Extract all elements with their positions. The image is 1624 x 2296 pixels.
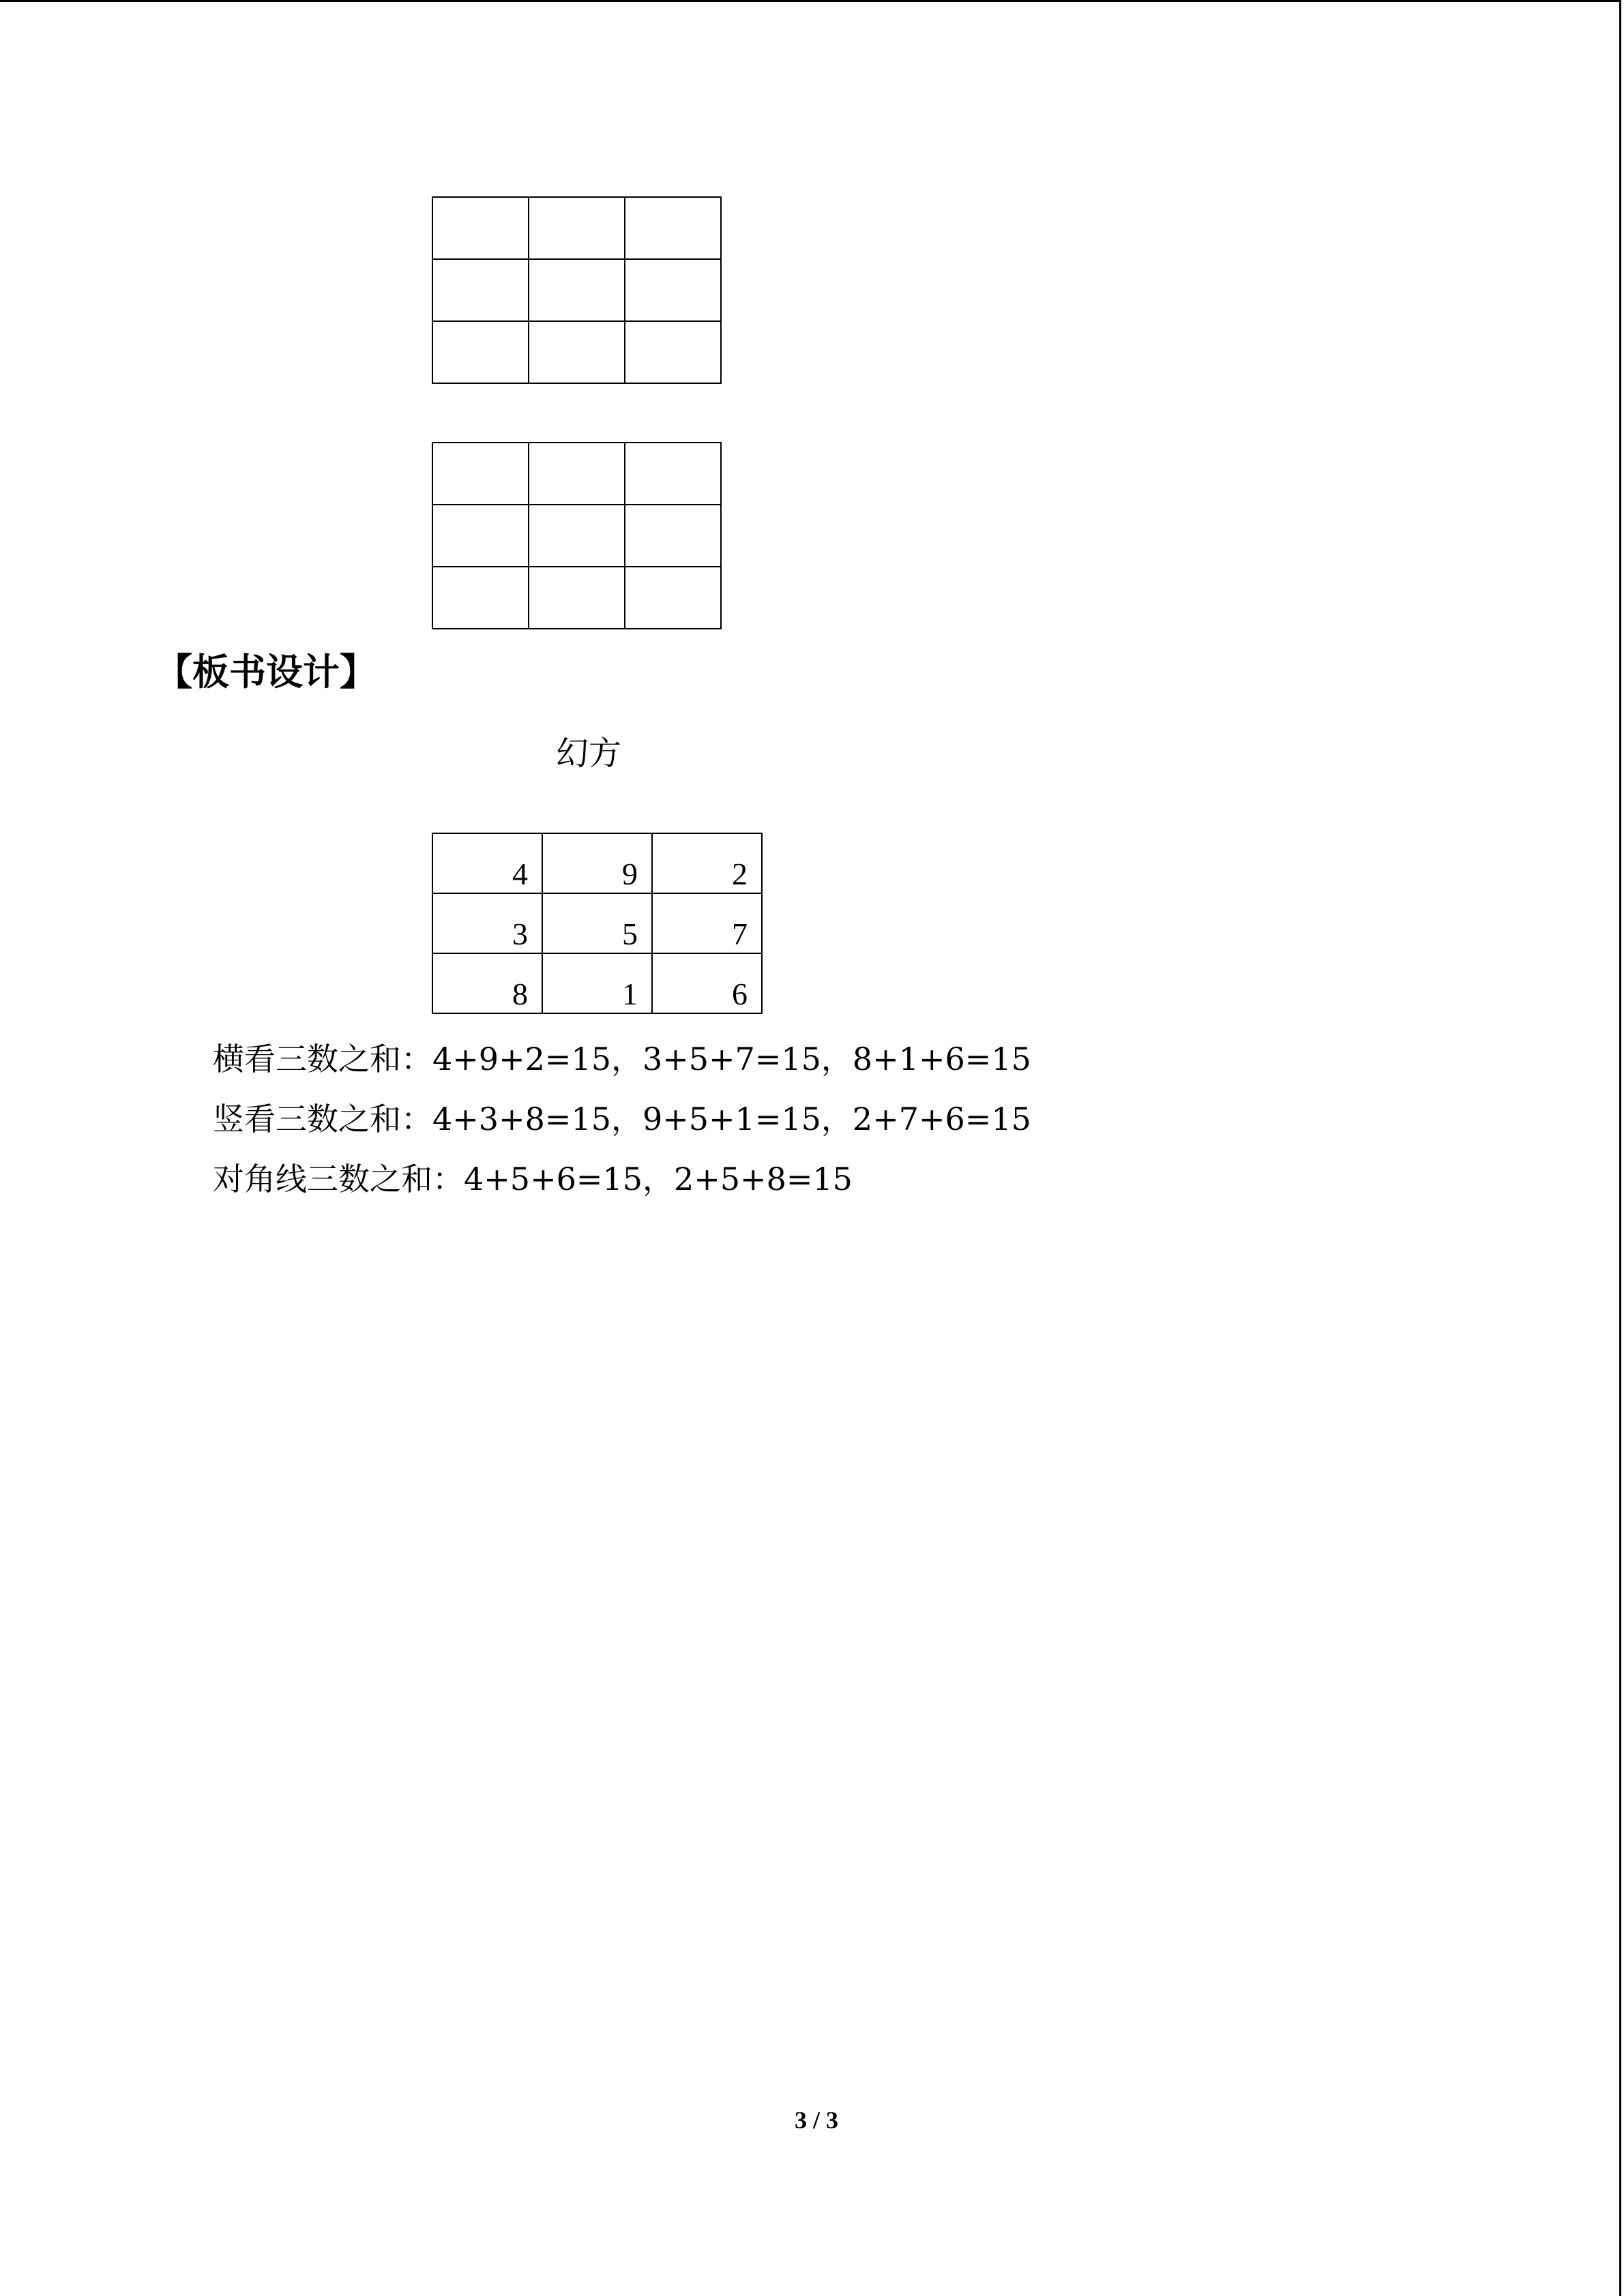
grid-cell (529, 197, 625, 259)
grid-cell (625, 197, 721, 259)
grid-cell (432, 443, 529, 505)
table-row (432, 443, 721, 505)
magic-square-cell: 8 (432, 953, 542, 1013)
board-title: 幻方 (556, 734, 622, 773)
grid-cell (529, 259, 625, 321)
magic-square-cell: 3 (432, 893, 542, 953)
grid-cell (529, 505, 625, 567)
magic-square-cell: 2 (652, 833, 762, 893)
magic-square-cell: 6 (652, 953, 762, 1013)
grid-cell (625, 505, 721, 567)
magic-square-cell: 4 (432, 833, 542, 893)
section-heading: 【板书设计】 (156, 651, 377, 694)
table-row (432, 321, 721, 383)
table-row (432, 197, 721, 259)
table-row (432, 567, 721, 629)
grid-cell (432, 567, 529, 629)
table-row (432, 259, 721, 321)
table-row (432, 893, 762, 953)
grid-cell (625, 443, 721, 505)
grid-cell (432, 197, 529, 259)
grid-cell (529, 567, 625, 629)
grid-cell (625, 259, 721, 321)
blank-grid-bottom (432, 442, 722, 629)
grid-cell (529, 321, 625, 383)
page-number: 3 / 3 (795, 2106, 839, 2134)
grid-cell (529, 443, 625, 505)
magic-square-cell: 7 (652, 893, 762, 953)
table-row (432, 833, 762, 893)
grid-cell (432, 259, 529, 321)
row-sums-text: 横看三数之和：4+9+2=15，3+5+7=15，8+1+6=15 (213, 1041, 1031, 1077)
grid-cell (432, 505, 529, 567)
magic-square-cell: 5 (542, 893, 652, 953)
diagonal-sums-text: 对角线三数之和：4+5+6=15，2+5+8=15 (213, 1161, 853, 1197)
table-row (432, 953, 762, 1013)
grid-cell (625, 321, 721, 383)
magic-square-cell: 1 (542, 953, 652, 1013)
table-row (432, 505, 721, 567)
magic-square-table (432, 833, 763, 1014)
grid-cell (625, 567, 721, 629)
column-sums-text: 竖看三数之和：4+3+8=15，9+5+1=15，2+7+6=15 (213, 1101, 1031, 1137)
blank-grid-top (432, 196, 722, 384)
grid-cell (432, 321, 529, 383)
magic-square-cell: 9 (542, 833, 652, 893)
